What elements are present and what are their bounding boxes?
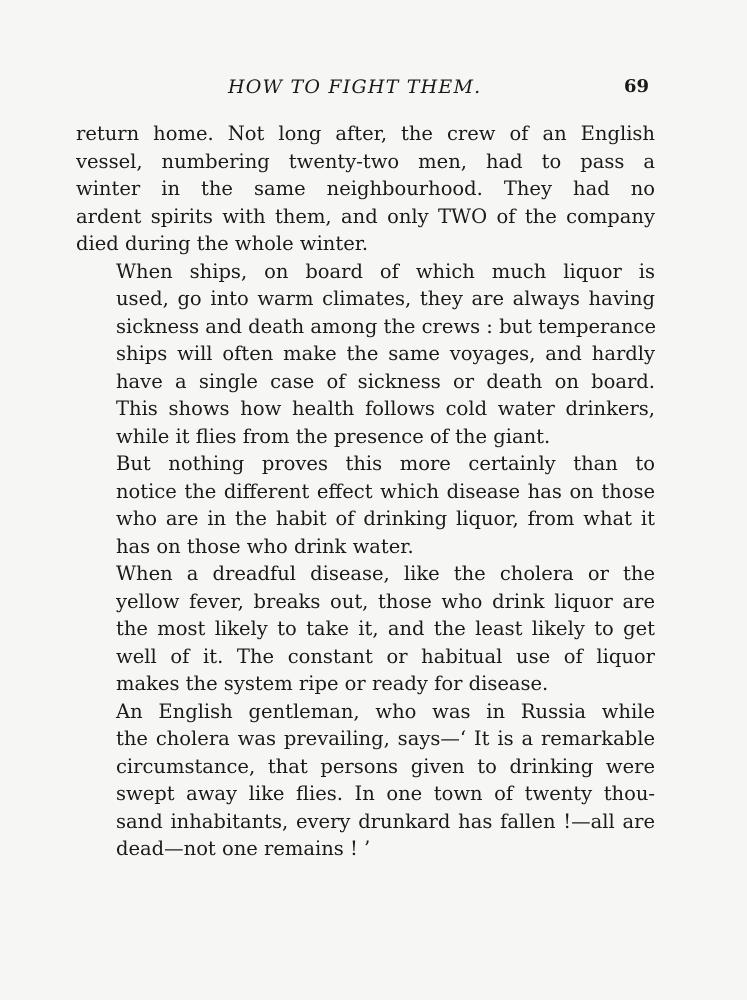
paragraph-2	[76, 258, 655, 451]
running-title: HOW TO FIGHT THEM.	[228, 76, 482, 98]
text-line: An English gentleman, who was in Russia while	[116, 699, 655, 723]
text-line: notice the different effect which disease has on those	[116, 479, 655, 503]
text-line: sand inhabitants, every drunkard has fallen !—all are	[116, 809, 655, 833]
text-line: used, go into warm climates, they are always having	[116, 287, 655, 310]
text-line: winter in the same neighbourhood. They had no	[76, 177, 655, 200]
text-line: died during the whole winter.	[76, 232, 369, 255]
text-line: When a dreadful disease, like the cholera or the	[116, 562, 655, 585]
text-line: circumstance, that persons given to drinking were	[116, 754, 655, 778]
text-line: makes the system ripe or ready for disease.	[116, 672, 549, 695]
text-line: who are in the habit of drinking liquor, from what it	[116, 507, 655, 530]
page-number: 69	[624, 76, 650, 97]
text-line: well of it. The constant or habitual use of liquor	[116, 644, 655, 668]
paragraph-4	[76, 560, 655, 698]
text-line: This shows how health follows cold water drinkers,	[116, 397, 655, 420]
text-line: have a single case of sickness or death on board.	[116, 369, 655, 393]
text-line: vessel, numbering twenty-two men, had to pass a	[76, 149, 655, 173]
text-line: has on those who drink water.	[116, 534, 414, 558]
text-line: return home. Not long after, the crew of an English	[76, 122, 655, 145]
paragraph-5	[76, 698, 655, 863]
running-head	[0, 76, 747, 102]
paragraph-3	[76, 450, 655, 560]
text-line: When ships, on board of which much liquor is	[116, 259, 655, 283]
paragraph-1	[76, 120, 655, 258]
text-line: sickness and death among the crews : but temperance	[116, 314, 657, 338]
text-line: dead—not one remains ! ’	[116, 837, 371, 860]
text-line: ardent spirits with them, and only TWO of the company	[76, 204, 655, 228]
body-text	[76, 120, 655, 863]
text-line: ships will often make the same voyages, and hardly	[116, 342, 655, 365]
text-line: the most likely to take it, and the least likely to get	[116, 617, 655, 640]
text-line: yellow fever, breaks out, those who drink liquor are	[116, 589, 655, 613]
text-line: But nothing proves this more certainly than to	[116, 452, 655, 475]
text-line: swept away like flies. In one town of twenty thou-	[116, 782, 655, 805]
text-line: while it flies from the presence of the giant.	[116, 424, 551, 448]
text-line: the cholera was prevailing, says—‘ It is a remarkable	[116, 727, 655, 750]
